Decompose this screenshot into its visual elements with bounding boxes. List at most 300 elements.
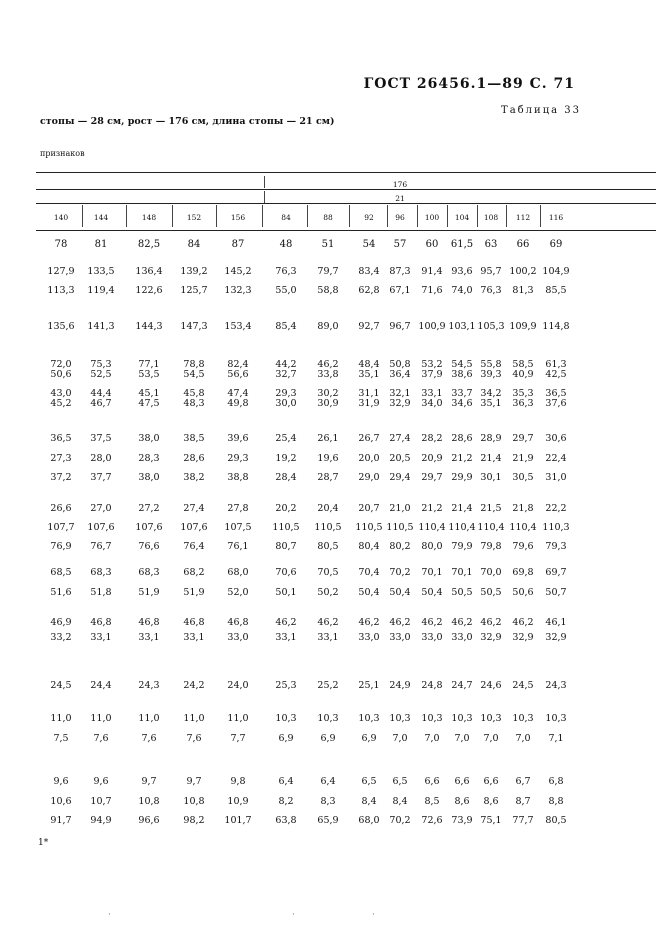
table-cell: 34,0 bbox=[421, 398, 443, 409]
table-cell: 10,3 bbox=[512, 713, 534, 724]
table-cell: 58,5 bbox=[512, 359, 534, 370]
table-cell: 46,1 bbox=[545, 617, 567, 628]
table-cell: 10,9 bbox=[227, 796, 249, 807]
column-separator bbox=[447, 205, 448, 227]
column-header: 88 bbox=[323, 213, 333, 222]
table-cell: 46,8 bbox=[183, 617, 205, 628]
table-cell: 135,6 bbox=[47, 321, 75, 332]
column-header: 96 bbox=[395, 213, 405, 222]
column-separator bbox=[172, 205, 173, 227]
table-cell: 28,4 bbox=[275, 472, 297, 483]
table-cell: 33,2 bbox=[50, 632, 72, 643]
table-cell: 61,5 bbox=[450, 239, 474, 250]
table-cell: 32,9 bbox=[389, 398, 411, 409]
table-cell: 27,8 bbox=[227, 503, 249, 514]
column-header: 148 bbox=[141, 213, 157, 222]
table-cell: 70,2 bbox=[389, 567, 411, 578]
table-cell: 7,5 bbox=[53, 733, 69, 744]
table-cell: 27,3 bbox=[50, 453, 72, 464]
table-cell: 58,8 bbox=[317, 285, 339, 296]
table-cell: 26,7 bbox=[358, 433, 380, 444]
table-cell: 6,7 bbox=[515, 776, 531, 787]
table-cell: 6,9 bbox=[361, 733, 377, 744]
column-header: 116 bbox=[548, 213, 564, 222]
table-cell: 21,5 bbox=[480, 503, 502, 514]
table-cell: 40,9 bbox=[512, 369, 534, 380]
rule-header-bottom bbox=[36, 230, 656, 231]
table-cell: 34,6 bbox=[451, 398, 473, 409]
table-cell: 6,4 bbox=[278, 776, 294, 787]
table-cell: 51,8 bbox=[90, 587, 112, 598]
table-cell: 10,3 bbox=[389, 713, 411, 724]
table-cell: 33,7 bbox=[451, 388, 473, 399]
table-cell: 24,0 bbox=[227, 680, 249, 691]
table-cell: 76,3 bbox=[480, 285, 502, 296]
table-cell: 70,5 bbox=[317, 567, 339, 578]
table-cell: 153,4 bbox=[224, 321, 252, 332]
table-cell: 78,8 bbox=[183, 359, 205, 370]
table-cell: 22,2 bbox=[545, 503, 567, 514]
table-cell: 37,7 bbox=[90, 472, 112, 483]
table-cell: 76,6 bbox=[138, 541, 160, 552]
table-cell: 24,2 bbox=[183, 680, 205, 691]
table-cell: 33,1 bbox=[90, 632, 112, 643]
column-separator bbox=[506, 205, 507, 227]
table-cell: 69 bbox=[549, 239, 563, 250]
table-cell: 70,4 bbox=[358, 567, 380, 578]
table-cell: 71,6 bbox=[421, 285, 443, 296]
table-cell: 7,1 bbox=[548, 733, 564, 744]
table-cell: 68,2 bbox=[183, 567, 205, 578]
table-cell: 46,2 bbox=[389, 617, 411, 628]
table-cell: 84 bbox=[187, 239, 201, 250]
table-cell: 81,3 bbox=[512, 285, 534, 296]
table-cell: 46,2 bbox=[358, 617, 380, 628]
table-cell: 24,5 bbox=[512, 680, 534, 691]
table-cell: 107,6 bbox=[87, 522, 115, 533]
table-cell: 144,3 bbox=[135, 321, 163, 332]
table-cell: 9,6 bbox=[53, 776, 69, 787]
column-separator bbox=[126, 205, 127, 227]
column-header: 112 bbox=[515, 213, 531, 222]
divider-subgroup bbox=[264, 191, 265, 203]
table-cell: 45,2 bbox=[50, 398, 72, 409]
table-cell: 93,6 bbox=[451, 266, 473, 277]
table-cell: 25,2 bbox=[317, 680, 339, 691]
table-cell: 139,2 bbox=[180, 266, 208, 277]
table-cell: 39,6 bbox=[227, 433, 249, 444]
table-cell: 24,3 bbox=[545, 680, 567, 691]
table-cell: 6,9 bbox=[320, 733, 336, 744]
table-cell: 6,4 bbox=[320, 776, 336, 787]
table-cell: 10,3 bbox=[545, 713, 567, 724]
table-cell: 8,5 bbox=[424, 796, 440, 807]
table-cell: 76,4 bbox=[183, 541, 205, 552]
speck: · bbox=[108, 910, 111, 920]
table-cell: 10,3 bbox=[275, 713, 297, 724]
table-cell: 20,7 bbox=[358, 503, 380, 514]
table-cell: 38,0 bbox=[138, 433, 160, 444]
table-cell: 33,0 bbox=[227, 632, 249, 643]
table-cell: 56,6 bbox=[227, 369, 249, 380]
table-cell: 46,9 bbox=[50, 617, 72, 628]
table-cell: 30,1 bbox=[480, 472, 502, 483]
features-label: признаков bbox=[40, 149, 85, 158]
table-cell: 79,6 bbox=[512, 541, 534, 552]
table-cell: 28,6 bbox=[451, 433, 473, 444]
table-cell: 10,7 bbox=[90, 796, 112, 807]
table-cell: 50,5 bbox=[480, 587, 502, 598]
table-cell: 31,9 bbox=[358, 398, 380, 409]
table-cell: 35,3 bbox=[512, 388, 534, 399]
table-cell: 29,7 bbox=[421, 472, 443, 483]
table-cell: 122,6 bbox=[135, 285, 163, 296]
table-cell: 46,2 bbox=[317, 359, 339, 370]
table-cell: 25,3 bbox=[275, 680, 297, 691]
table-cell: 8,7 bbox=[515, 796, 531, 807]
table-cell: 33,0 bbox=[421, 632, 443, 643]
table-cell: 10,3 bbox=[317, 713, 339, 724]
column-separator bbox=[540, 205, 541, 227]
table-cell: 80,4 bbox=[358, 541, 380, 552]
table-cell: 33,0 bbox=[358, 632, 380, 643]
table-cell: 27,0 bbox=[90, 503, 112, 514]
table-cell: 28,7 bbox=[317, 472, 339, 483]
table-cell: 11,0 bbox=[183, 713, 205, 724]
table-cell: 21,0 bbox=[389, 503, 411, 514]
table-cell: 9,6 bbox=[93, 776, 109, 787]
table-cell: 24,4 bbox=[90, 680, 112, 691]
table-cell: 28,0 bbox=[90, 453, 112, 464]
table-cell: 69,7 bbox=[545, 567, 567, 578]
table-cell: 53,2 bbox=[421, 359, 443, 370]
table-cell: 92,7 bbox=[358, 321, 380, 332]
table-cell: 50,4 bbox=[389, 587, 411, 598]
column-separator bbox=[477, 205, 478, 227]
rule-subgroup bbox=[36, 203, 656, 204]
table-cell: 110,4 bbox=[509, 522, 537, 533]
table-cell: 33,0 bbox=[389, 632, 411, 643]
rule-top bbox=[36, 172, 656, 173]
table-cell: 70,2 bbox=[389, 815, 411, 826]
table-cell: 8,4 bbox=[361, 796, 377, 807]
table-cell: 110,5 bbox=[272, 522, 300, 533]
table-cell: 76,3 bbox=[275, 266, 297, 277]
table-cell: 110,5 bbox=[355, 522, 383, 533]
table-cell: 68,3 bbox=[90, 567, 112, 578]
table-cell: 6,9 bbox=[278, 733, 294, 744]
table-cell: 36,4 bbox=[389, 369, 411, 380]
table-cell: 28,9 bbox=[480, 433, 502, 444]
table-cell: 51,9 bbox=[138, 587, 160, 598]
table-cell: 25,4 bbox=[275, 433, 297, 444]
table-cell: 77,1 bbox=[138, 359, 160, 370]
footer-mark: 1* bbox=[38, 838, 49, 848]
standard-header: ГОСТ 26456.1—89 С. 71 bbox=[363, 76, 575, 92]
group-height-label: 176 bbox=[392, 180, 408, 189]
divider-group bbox=[264, 176, 265, 188]
table-cell: 9,7 bbox=[186, 776, 202, 787]
table-cell: 24,7 bbox=[451, 680, 473, 691]
table-cell: 27,2 bbox=[138, 503, 160, 514]
table-cell: 8,6 bbox=[454, 796, 470, 807]
table-cell: 57 bbox=[393, 239, 407, 250]
table-cell: 25,1 bbox=[358, 680, 380, 691]
table-cell: 30,9 bbox=[317, 398, 339, 409]
table-cell: 46,2 bbox=[421, 617, 443, 628]
table-cell: 110,4 bbox=[477, 522, 505, 533]
table-cell: 28,6 bbox=[183, 453, 205, 464]
table-cell: 74,0 bbox=[451, 285, 473, 296]
table-cell: 68,3 bbox=[138, 567, 160, 578]
table-cell: 65,9 bbox=[317, 815, 339, 826]
table-cell: 147,3 bbox=[180, 321, 208, 332]
table-cell: 46,7 bbox=[90, 398, 112, 409]
table-cell: 8,2 bbox=[278, 796, 294, 807]
table-cell: 66 bbox=[516, 239, 530, 250]
column-header: 152 bbox=[186, 213, 202, 222]
table-cell: 47,4 bbox=[227, 388, 249, 399]
table-cell: 82,5 bbox=[137, 239, 161, 250]
table-cell: 82,4 bbox=[227, 359, 249, 370]
table-cell: 46,2 bbox=[317, 617, 339, 628]
table-cell: 79,8 bbox=[480, 541, 502, 552]
table-cell: 110,5 bbox=[386, 522, 414, 533]
table-cell: 42,5 bbox=[545, 369, 567, 380]
table-cell: 22,4 bbox=[545, 453, 567, 464]
table-cell: 48,4 bbox=[358, 359, 380, 370]
table-cell: 43,0 bbox=[50, 388, 72, 399]
table-cell: 33,1 bbox=[421, 388, 443, 399]
table-cell: 7,0 bbox=[392, 733, 408, 744]
table-cell: 70,1 bbox=[451, 567, 473, 578]
column-header: 156 bbox=[230, 213, 246, 222]
table-cell: 11,0 bbox=[90, 713, 112, 724]
table-cell: 95,7 bbox=[480, 266, 502, 277]
table-cell: 54,5 bbox=[183, 369, 205, 380]
table-cell: 50,8 bbox=[389, 359, 411, 370]
table-cell: 70,6 bbox=[275, 567, 297, 578]
table-cell: 27,4 bbox=[389, 433, 411, 444]
table-cell: 81 bbox=[94, 239, 108, 250]
table-cell: 136,4 bbox=[135, 266, 163, 277]
table-cell: 50,4 bbox=[421, 587, 443, 598]
table-cell: 7,0 bbox=[424, 733, 440, 744]
table-cell: 33,1 bbox=[317, 632, 339, 643]
table-cell: 46,8 bbox=[227, 617, 249, 628]
table-cell: 46,2 bbox=[451, 617, 473, 628]
table-cell: 46,8 bbox=[90, 617, 112, 628]
table-cell: 21,8 bbox=[512, 503, 534, 514]
table-cell: 52,0 bbox=[227, 587, 249, 598]
table-cell: 96,6 bbox=[138, 815, 160, 826]
table-cell: 67,1 bbox=[389, 285, 411, 296]
table-cell: 7,0 bbox=[454, 733, 470, 744]
table-cell: 72,0 bbox=[50, 359, 72, 370]
table-cell: 20,5 bbox=[389, 453, 411, 464]
table-cell: 85,4 bbox=[275, 321, 297, 332]
table-cell: 38,2 bbox=[183, 472, 205, 483]
table-cell: 46,2 bbox=[480, 617, 502, 628]
table-cell: 38,0 bbox=[138, 472, 160, 483]
table-cell: 27,4 bbox=[183, 503, 205, 514]
table-cell: 26,6 bbox=[50, 503, 72, 514]
table-cell: 60 bbox=[425, 239, 439, 250]
table-cell: 113,3 bbox=[47, 285, 75, 296]
column-header: 108 bbox=[483, 213, 499, 222]
table-cell: 50,7 bbox=[545, 587, 567, 598]
speck: · bbox=[292, 910, 295, 920]
table-cell: 51,9 bbox=[183, 587, 205, 598]
table-cell: 114,8 bbox=[542, 321, 570, 332]
table-cell: 51 bbox=[321, 239, 335, 250]
table-cell: 61,3 bbox=[545, 359, 567, 370]
table-cell: 107,7 bbox=[47, 522, 75, 533]
table-cell: 63 bbox=[484, 239, 498, 250]
table-cell: 11,0 bbox=[138, 713, 160, 724]
table-cell: 80,2 bbox=[389, 541, 411, 552]
table-cell: 30,5 bbox=[512, 472, 534, 483]
table-cell: 73,9 bbox=[451, 815, 473, 826]
table-cell: 104,9 bbox=[542, 266, 570, 277]
table-cell: 141,3 bbox=[87, 321, 115, 332]
table-cell: 38,8 bbox=[227, 472, 249, 483]
table-cell: 32,9 bbox=[545, 632, 567, 643]
table-cell: 21,2 bbox=[421, 503, 443, 514]
table-cell: 35,1 bbox=[480, 398, 502, 409]
table-cell: 24,6 bbox=[480, 680, 502, 691]
table-cell: 24,8 bbox=[421, 680, 443, 691]
table-cell: 96,7 bbox=[389, 321, 411, 332]
column-header: 140 bbox=[53, 213, 69, 222]
table-cell: 91,4 bbox=[421, 266, 443, 277]
table-cell: 105,3 bbox=[477, 321, 505, 332]
table-cell: 10,3 bbox=[451, 713, 473, 724]
table-cell: 20,4 bbox=[317, 503, 339, 514]
table-cell: 36,5 bbox=[50, 433, 72, 444]
table-cell: 54 bbox=[362, 239, 376, 250]
table-cell: 33,1 bbox=[138, 632, 160, 643]
table-cell: 10,8 bbox=[138, 796, 160, 807]
table-cell: 68,0 bbox=[227, 567, 249, 578]
column-header: 84 bbox=[281, 213, 291, 222]
table-cell: 20,0 bbox=[358, 453, 380, 464]
table-cell: 50,6 bbox=[50, 369, 72, 380]
table-cell: 34,2 bbox=[480, 388, 502, 399]
table-cell: 11,0 bbox=[50, 713, 72, 724]
table-cell: 100,9 bbox=[418, 321, 446, 332]
table-cell: 19,2 bbox=[275, 453, 297, 464]
table-cell: 125,7 bbox=[180, 285, 208, 296]
table-cell: 50,4 bbox=[358, 587, 380, 598]
table-cell: 70,1 bbox=[421, 567, 443, 578]
column-separator bbox=[307, 205, 308, 227]
table-cell: 10,3 bbox=[358, 713, 380, 724]
table-cell: 78 bbox=[54, 239, 68, 250]
table-cell: 24,5 bbox=[50, 680, 72, 691]
table-cell: 38,5 bbox=[183, 433, 205, 444]
table-cell: 91,7 bbox=[50, 815, 72, 826]
table-cell: 46,8 bbox=[138, 617, 160, 628]
table-cell: 10,6 bbox=[50, 796, 72, 807]
table-cell: 8,8 bbox=[548, 796, 564, 807]
table-cell: 9,8 bbox=[230, 776, 246, 787]
table-cell: 29,0 bbox=[358, 472, 380, 483]
column-separator bbox=[417, 205, 418, 227]
table-cell: 80,0 bbox=[421, 541, 443, 552]
table-cell: 44,2 bbox=[275, 359, 297, 370]
table-cell: 47,5 bbox=[138, 398, 160, 409]
table-cell: 55,0 bbox=[275, 285, 297, 296]
table-cell: 7,0 bbox=[483, 733, 499, 744]
table-cell: 21,4 bbox=[480, 453, 502, 464]
table-cell: 79,7 bbox=[317, 266, 339, 277]
table-cell: 19,6 bbox=[317, 453, 339, 464]
table-cell: 83,4 bbox=[358, 266, 380, 277]
table-cell: 76,9 bbox=[50, 541, 72, 552]
column-header-row bbox=[36, 213, 656, 225]
table-cell: 48 bbox=[279, 239, 293, 250]
table-cell: 10,3 bbox=[480, 713, 502, 724]
table-cell: 87 bbox=[231, 239, 245, 250]
table-cell: 107,6 bbox=[135, 522, 163, 533]
table-cell: 85,5 bbox=[545, 285, 567, 296]
table-cell: 10,3 bbox=[421, 713, 443, 724]
table-cell: 70,0 bbox=[480, 567, 502, 578]
table-cell: 76,1 bbox=[227, 541, 249, 552]
table-cell: 33,8 bbox=[317, 369, 339, 380]
group-foot-label: 21 bbox=[395, 194, 405, 203]
table-cell: 8,4 bbox=[392, 796, 408, 807]
table-cell: 50,6 bbox=[512, 587, 534, 598]
table-subtitle: стопы — 28 см, рост — 176 см, длина стопы — 21 см) bbox=[40, 116, 335, 127]
table-cell: 52,5 bbox=[90, 369, 112, 380]
column-header: 104 bbox=[454, 213, 470, 222]
table-cell: 75,3 bbox=[90, 359, 112, 370]
table-cell: 127,9 bbox=[47, 266, 75, 277]
column-separator bbox=[349, 205, 350, 227]
table-cell: 21,9 bbox=[512, 453, 534, 464]
table-cell: 37,6 bbox=[545, 398, 567, 409]
table-cell: 51,6 bbox=[50, 587, 72, 598]
table-cell: 48,3 bbox=[183, 398, 205, 409]
table-cell: 6,5 bbox=[392, 776, 408, 787]
table-cell: 110,4 bbox=[448, 522, 476, 533]
rule-group bbox=[36, 189, 656, 190]
table-cell: 89,0 bbox=[317, 321, 339, 332]
table-cell: 31,1 bbox=[358, 388, 380, 399]
table-cell: 9,7 bbox=[141, 776, 157, 787]
column-header: 92 bbox=[364, 213, 374, 222]
table-cell: 45,8 bbox=[183, 388, 205, 399]
table-cell: 55,8 bbox=[480, 359, 502, 370]
table-cell: 110,3 bbox=[542, 522, 570, 533]
table-cell: 21,4 bbox=[451, 503, 473, 514]
table-cell: 21,2 bbox=[451, 453, 473, 464]
table-cell: 119,4 bbox=[87, 285, 115, 296]
table-cell: 110,5 bbox=[314, 522, 342, 533]
table-cell: 24,9 bbox=[389, 680, 411, 691]
table-cell: 68,0 bbox=[358, 815, 380, 826]
table-cell: 7,6 bbox=[93, 733, 109, 744]
table-cell: 29,7 bbox=[512, 433, 534, 444]
table-cell: 107,5 bbox=[224, 522, 252, 533]
table-cell: 6,5 bbox=[361, 776, 377, 787]
table-cell: 49,8 bbox=[227, 398, 249, 409]
table-cell: 33,1 bbox=[275, 632, 297, 643]
column-separator bbox=[387, 205, 388, 227]
table-cell: 7,6 bbox=[186, 733, 202, 744]
